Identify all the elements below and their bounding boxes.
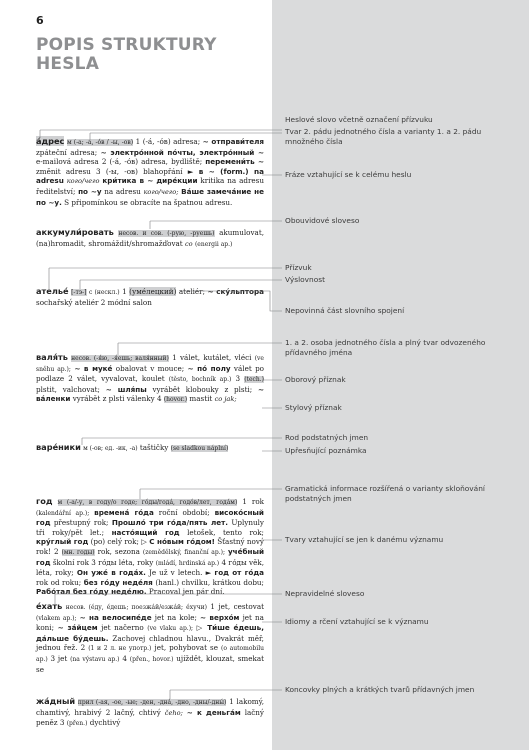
note: (energii ap.): [194, 240, 233, 248]
entry-valyat: [36, 353, 264, 405]
phrase: ~ ску́льптора: [207, 287, 264, 296]
pronunciation: [-тэ-]: [71, 289, 87, 296]
page-title: [36, 36, 217, 74]
sense-text: jet načerno: [101, 623, 144, 633]
entry-zhadny: [36, 697, 264, 729]
note-phrase: Fráze vztahující se k celému heslu: [285, 170, 412, 179]
sense-text: 2 módní salon: [100, 297, 152, 307]
sense-text: taštičky: [139, 443, 169, 452]
clarifying-note: (se sladkou náplní): [170, 445, 229, 452]
sense-text: 4 го́ды věk, léta, roky;: [36, 557, 264, 578]
sense-text: 2 (-а́, -о́в) adresa, bydliště;: [101, 157, 203, 167]
sense-text: (po) celý rok;: [90, 537, 139, 547]
phrase: високо́сный год: [36, 507, 264, 528]
sense-number: 2: [80, 643, 86, 653]
note: (mládí, hrdinská ap.): [155, 559, 220, 567]
headword: валя́ть: [36, 352, 68, 362]
sense-number: 4: [122, 653, 127, 663]
sense-text: jet, pohybovat se: [154, 643, 218, 653]
entry-akkumulirovat: [36, 228, 264, 249]
note-irregular: Nepravidelné sloveso: [285, 589, 365, 598]
title-line-1: POPIS STRUKTURY: [36, 35, 217, 55]
note: (zemědělský, finanční ap.);: [142, 548, 225, 556]
valency: čeho;: [164, 708, 183, 717]
sense-text: dychtivý: [89, 718, 121, 728]
phrase: перемени́ть ~: [205, 157, 264, 167]
valency: co: [184, 239, 193, 248]
sense-text: vyrábět z plsti válenky: [72, 394, 155, 404]
sense-text: ujíždět, klouzat, smekat se: [36, 653, 264, 674]
valency: кого/чего;: [143, 187, 179, 196]
note-style-label: Stylový příznak: [285, 403, 342, 412]
sense-text: 1 rok: [242, 497, 265, 506]
phrase: насто́ящий год: [111, 527, 180, 537]
sense-text: rok od roku;: [36, 577, 82, 587]
sense-text: 1 jet, cestovat: [210, 602, 264, 611]
entry-atele: [36, 287, 264, 307]
note: (vlakem ap.);: [36, 614, 77, 622]
phrase: уче́бный год: [36, 546, 264, 567]
sense-text: Je už v letech.: [148, 568, 203, 578]
headword: варе́ники: [36, 442, 81, 452]
headword: год: [36, 496, 53, 506]
grammar: прил (-ая, -ое, -ые; -ден, -дна́, -дно, -дны/-дны́): [77, 699, 227, 706]
entry-ekhat: [36, 602, 264, 674]
note: (ve vlaku ap.);: [147, 625, 194, 633]
sense-text: rok, sezona: [97, 546, 140, 556]
note-adj-endings: Koncovky plných a krátkých tvarů přídavných jmen: [285, 685, 475, 694]
note: (kalendářní ap.);: [36, 509, 90, 517]
note-gender: Rod podstatných jmen: [285, 433, 369, 442]
note: (přen.): [66, 720, 88, 728]
phrase: без го́ду неде́ля: [83, 577, 153, 587]
headword: ателье́: [36, 286, 69, 296]
note-genitive: Tvar 2. pádu jednotného čísla a varianty 1. a 2. pádu množného čísla: [285, 127, 482, 146]
sense-text: přestupný rok;: [53, 518, 109, 528]
optional-part: (уме́лецкий): [129, 287, 177, 296]
grammar: м (-а; -а, -о́в / -ы, -ов): [66, 139, 134, 146]
sense-text: kritika na adresu ředitelství;: [36, 176, 264, 196]
note: (přen., hovor.): [129, 655, 174, 663]
idiom: ▷ Ти́ше е́дешь, да́льше бу́дешь.: [36, 623, 264, 643]
phrase: ~ отправи́теля: [202, 137, 264, 146]
note-clarifying: Upřesňující poznámka: [285, 446, 367, 455]
sense-text: školní rok: [52, 557, 89, 567]
sense-number: 1: [122, 287, 127, 296]
sense-text: vyrábět klobouky z plsti;: [152, 384, 253, 394]
note-biaspectual: Obouvidové sloveso: [285, 216, 360, 225]
sense-text: 1 (-а́, -о́в) adresa;: [135, 137, 201, 146]
note-grammar-variants: Gramatická informace rozšířená o varianty skloňování podstatných jmen: [285, 484, 485, 503]
sense-text: e-mailová adresa: [36, 157, 99, 167]
phrase: ~ шля́пы: [105, 384, 147, 394]
phrase: ~ ва́ленки: [36, 384, 264, 404]
sense-number: 3: [59, 718, 65, 728]
sense-number: 4: [156, 394, 162, 404]
phrase: кри́тика в ~ дире́кции: [102, 176, 198, 186]
sense-text: jet na koni;: [36, 612, 264, 633]
page-number: 6: [36, 14, 44, 27]
phrase: ~ к деньга́м: [186, 707, 241, 717]
phrase: кру́глый год: [36, 537, 89, 547]
valency: кого/чего: [66, 177, 100, 186]
phrase: ~ за́йцем: [57, 623, 98, 633]
sense-text: 3 го́ды léta, roky: [91, 557, 154, 567]
field-label: (tech.): [244, 376, 264, 384]
phrase: ~ верхо́м: [200, 612, 240, 622]
valency: co jak;: [214, 395, 237, 404]
note: (ve sněhu ap.);: [36, 355, 264, 373]
note-optional: Nepovinná část slovního spojení: [285, 306, 405, 315]
note: (1 и 2 л. не употр.): [88, 645, 152, 653]
note-field-label: Oborový příznak: [285, 375, 346, 384]
phrase: ~ электро́нной по́чты, электро́нный ~: [100, 147, 264, 157]
grammar: м (-а/-у, в году/о годе; го́ды/года́, годо́в/лет, года́м): [57, 499, 238, 506]
note: (o automobilu ap.): [36, 645, 264, 663]
headword: е́хать: [36, 601, 63, 611]
grammar: несов. (-я́ю, -я́ешь; валя́нный): [71, 355, 169, 362]
sense-forms: (мн. годы): [61, 548, 95, 556]
note-headword: Heslové slovo včetně označení přízvuku: [285, 115, 433, 124]
sense-text: Uplynuly tři roky/pět let.;: [36, 518, 264, 537]
sense-text: sochařský ateliér: [36, 297, 99, 307]
sense-text: 3 (-ы, -ов) blahopřání: [96, 166, 183, 176]
sense-text: Šťastný nový rok!: [36, 537, 264, 556]
note: (na výstavu ap.): [70, 655, 120, 663]
sense-text: roční období;: [158, 507, 210, 517]
grammar: несов. (е́ду, е́дешь; поезжа́й/езжа́й; е́хучи): [65, 604, 207, 611]
style-label: (hovor.): [163, 396, 188, 404]
phrase: Он уже́ в года́х.: [76, 568, 146, 578]
note-stress: Přízvuk: [285, 263, 312, 272]
grammar: с (нескл.): [89, 289, 120, 296]
sense-text: 1 válet, kutálet, vléci: [172, 353, 252, 362]
entry-vareniki: [36, 443, 264, 454]
entry-adres: [36, 137, 264, 207]
sense-number: 2: [53, 546, 59, 556]
headword: а́дрес: [36, 136, 65, 146]
entry-god: [36, 497, 264, 597]
phrase: ~ в муке́: [74, 363, 113, 373]
sense-text: jet na kole;: [154, 612, 197, 622]
sense-text: ateliér;: [178, 287, 206, 296]
sense-text: S připomínkou se obracíte na špatnou adresu.: [64, 197, 233, 207]
sense-text: obalovat v mouce;: [115, 363, 185, 373]
phrase: ~ по́ полу: [187, 363, 231, 373]
phrase: Ва́ше замеча́ние не по ~у.: [36, 186, 265, 207]
phrase-marker: ► в ~ (form.) na adresu: [36, 166, 264, 186]
phrase: Прошло́ три го́да/пять лет.: [111, 518, 229, 528]
sense-text: Pracoval jen pár dní.: [148, 587, 225, 597]
sense-text: 1 lakomý, chamtivý, hrabivý: [36, 697, 264, 717]
grammar: несов. и сов. (-рую, -руешь): [118, 230, 215, 237]
sense-text: letošek, tento rok;: [187, 527, 264, 537]
note: (těsto, bochník ap.): [168, 376, 232, 384]
phrase: ► год от го́да: [205, 568, 265, 578]
sense-text: na adresu: [104, 186, 141, 196]
sense-text: plstit, valchovat;: [36, 384, 100, 394]
grammar: м (-ов; ед. -ик, -а): [83, 445, 138, 452]
sense-text: akumulovat, (na)hromadit, shromáždit/shromažďovat: [36, 228, 264, 248]
sense-text: změnit adresu: [36, 166, 91, 176]
sense-text: zpáteční adresa;: [36, 147, 98, 157]
note-person-forms: 1. a 2. osoba jednotného čísla a plný tvar odvozeného přídavného jména: [285, 338, 486, 357]
sense-number: 3: [235, 374, 241, 384]
phrase: ▷ С но́вым го́дом!: [141, 537, 215, 547]
headword: аккумули́ровать: [36, 227, 114, 237]
sense-text: 2 lačný, chtivý: [105, 707, 161, 717]
title-line-2: HESLA: [36, 54, 100, 74]
sense-text: lačný peněz: [36, 707, 264, 728]
phrase: Рабо́тал без го́ду неде́лю.: [36, 587, 147, 597]
sense-text: mastit: [189, 394, 213, 404]
sense-text: 2 válet, vyvalovat, koulet: [68, 374, 165, 384]
note-sense-forms: Tvary vztahující se jen k danému významu: [285, 535, 444, 544]
phrase: времена́ го́да: [94, 507, 154, 517]
note-idioms: Idiomy a rčení vztahující se k významu: [285, 617, 429, 626]
sense-text: 3 jet: [50, 653, 68, 663]
sense-text: (hanl.) chvilku, krátkou dobu;: [155, 577, 264, 587]
note-pronunciation: Výslovnost: [285, 275, 325, 284]
phrase: по ~у: [78, 186, 102, 196]
headword: жа́дный: [36, 696, 76, 706]
phrase: ~ на велосипе́де: [79, 612, 152, 622]
sense-text: válet po podlaze: [36, 363, 265, 384]
sense-text: Zachovej chladnou hlavu., Dvakrát měř, jednou řež.: [36, 633, 264, 653]
